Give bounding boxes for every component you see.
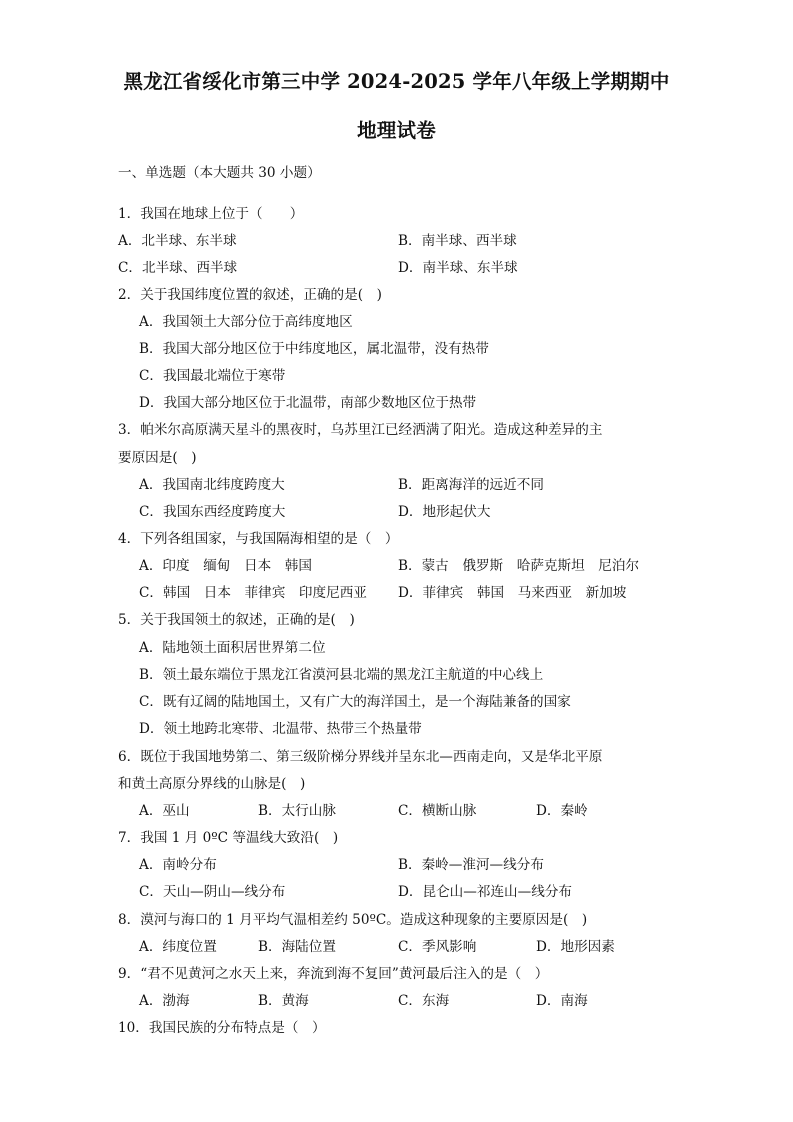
question-6-option-a: A．巫山	[139, 803, 190, 819]
question-3-option-b: B．距离海洋的远近不同	[398, 477, 544, 493]
question-8-option-a: A．纬度位置	[139, 939, 217, 955]
question-3-option-c: C．我国东西经度跨度大	[139, 504, 286, 520]
question-2-option-c: C．我国最北端位于寒带	[139, 368, 286, 384]
question-4-option-b: B．蒙古 俄罗斯 哈萨克斯坦 尼泊尔	[398, 558, 640, 574]
question-6-option-c: C．横断山脉	[398, 803, 477, 819]
question-6-option-b: B．太行山脉	[258, 803, 336, 819]
question-4-option-d: D．菲律宾 韩国 马来西亚 新加坡	[398, 585, 627, 601]
question-3-stem-line1: 3．帕米尔高原满天星斗的黑夜时，乌苏里江已经洒满了阳光。造成这种差异的主	[118, 422, 603, 438]
question-3-stem-line2: 要原因是( )	[118, 450, 197, 466]
question-1-option-c: C．北半球、西半球	[118, 260, 238, 276]
question-10-stem: 10．我国民族的分布特点是（ ）	[118, 1020, 326, 1036]
question-8-option-c: C．季风影响	[398, 939, 477, 955]
question-1-stem: 1．我国在地球上位于（ ）	[118, 206, 304, 222]
question-5-option-b: B．领土最东端位于黑龙江省漠河县北端的黑龙江主航道的中心线上	[139, 667, 544, 683]
question-9-option-c: C．东海	[398, 993, 450, 1009]
question-3-option-d: D．地形起伏大	[398, 504, 491, 520]
question-1-option-d: D．南半球、东半球	[398, 260, 518, 276]
question-8-stem: 8．漠河与海口的 1 月平均气温相差约 50ºC。造成这种现象的主要原因是( )	[118, 912, 588, 928]
question-4-stem: 4．下列各组国家，与我国隔海相望的是（ ）	[118, 531, 399, 547]
question-7-option-c: C．天山—阴山—线分布	[139, 884, 286, 900]
question-2-stem: 2．关于我国纬度位置的叙述，正确的是( )	[118, 287, 382, 303]
question-9-stem: 9．“君不见黄河之水天上来，奔流到海不复回”黄河最后注入的是（ ）	[118, 966, 549, 982]
section-heading: 一、单选题（本大题共 30 小题）	[118, 165, 321, 181]
paper-title-line1: 黑龙江省绥化市第三中学 2024-2025 学年八年级上学期期中	[123, 70, 670, 93]
question-7-option-a: A．南岭分布	[139, 857, 217, 873]
question-7-option-d: D．昆仑山—祁连山—线分布	[398, 884, 573, 900]
question-6-stem-line2: 和黄土高原分界线的山脉是( )	[118, 776, 306, 792]
question-6-option-d: D．秦岭	[536, 803, 588, 819]
question-8-option-b: B．海陆位置	[258, 939, 336, 955]
question-2-option-b: B．我国大部分地区位于中纬度地区，属北温带，没有热带	[139, 341, 489, 357]
paper-title-line2: 地理试卷	[357, 119, 436, 142]
question-4-option-c: C．韩国 日本 菲律宾 印度尼西亚	[139, 585, 367, 601]
question-7-option-b: B．秦岭—淮河—线分布	[398, 857, 544, 873]
question-5-option-d: D．领土地跨北寒带、北温带、热带三个热量带	[139, 721, 422, 737]
question-2-option-d: D．我国大部分地区位于北温带，南部少数地区位于热带	[139, 395, 477, 411]
question-3-option-a: A．我国南北纬度跨度大	[139, 477, 285, 493]
question-9-option-d: D．南海	[536, 993, 588, 1009]
question-5-stem: 5．关于我国领土的叙述，正确的是( )	[118, 612, 355, 628]
question-9-option-a: A．渤海	[139, 993, 190, 1009]
question-8-option-d: D．地形因素	[536, 939, 615, 955]
question-6-stem-line1: 6．既位于我国地势第二、第三级阶梯分界线并呈东北—西南走向，又是华北平原	[118, 749, 603, 765]
question-1-option-b: B．南半球、西半球	[398, 233, 517, 249]
question-7-stem: 7．我国 1 月 0ºC 等温线大致沿( )	[118, 830, 339, 846]
question-4-option-a: A．印度 缅甸 日本 韩国	[139, 558, 312, 574]
question-9-option-b: B．黄海	[258, 993, 309, 1009]
question-5-option-c: C．既有辽阔的陆地国土，又有广大的海洋国土，是一个海陆兼备的国家	[139, 694, 571, 710]
question-2-option-a: A．我国领土大部分位于高纬度地区	[139, 314, 353, 330]
question-5-option-a: A．陆地领土面积居世界第二位	[139, 640, 326, 656]
question-1-option-a: A．北半球、东半球	[118, 233, 237, 249]
